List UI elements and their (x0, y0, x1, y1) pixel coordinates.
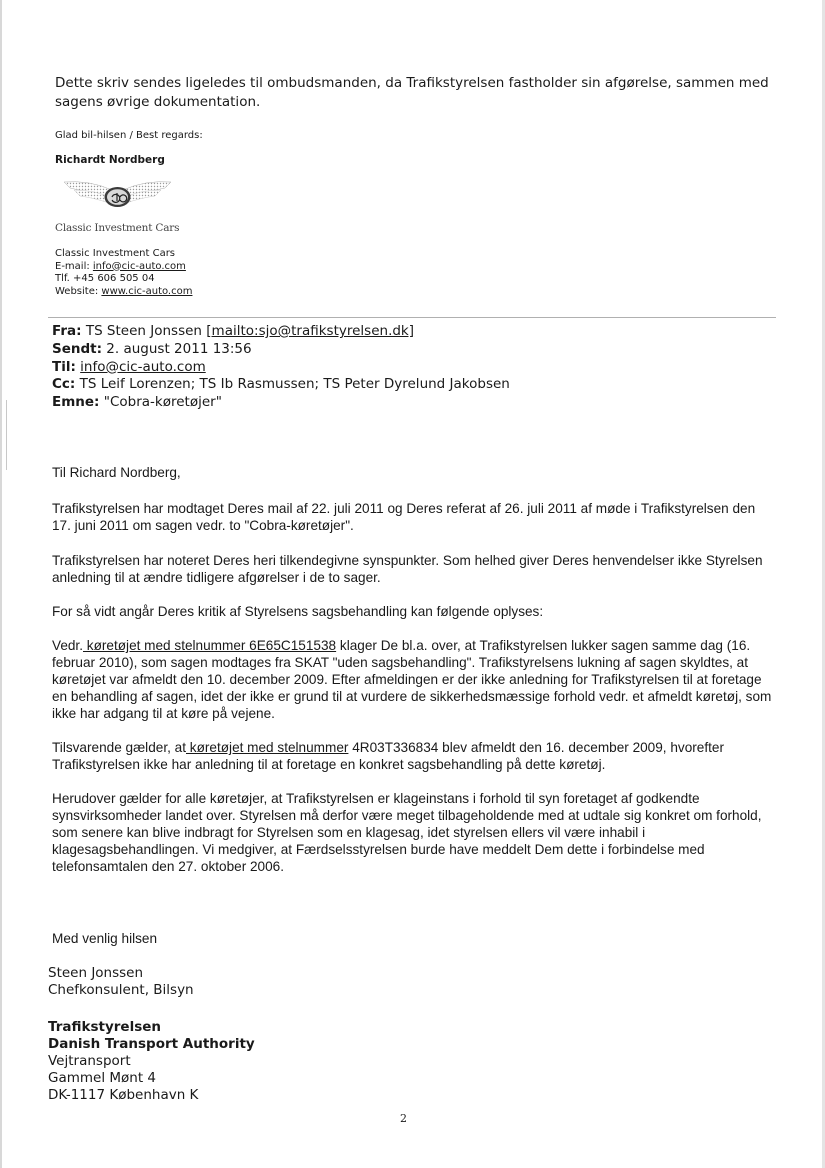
from-mailto-link[interactable]: [mailto:sjo@trafikstyrelsen.dk] (206, 323, 415, 339)
from-value: TS Steen Jonssen (81, 323, 207, 339)
phone-line: Tlf. +45 606 505 04 (55, 273, 155, 285)
scan-edge-left (0, 0, 2, 1168)
paragraph-2: Trafikstyrelsen har noteret Deres heri tilkendegivne synspunkter. Som helhed giver Deres henvendelser ikke Styrelsen anledning til at ændre tidligere afgørelser i de to sager. (52, 553, 763, 585)
paragraph-5 (52, 739, 777, 773)
org-street: Gammel Mønt 4 (48, 1070, 157, 1086)
p4-post: klager De bl.a. over, at Trafikstyrelsen lukker sagen samme dag (16. februar 2010), som sagen modtages fra SKAT "uden sagsbehandling". Trafikstyrelsens lukning af sagen skyldtes, at køretøjet var afmeldt den 10. december 2009. Efter afmeldingen er der ikke anledning for Trafikstyrelsen til at foretage en behandling af sagen, idet der ikke er grund til at vurdere de sikkerhedsmæssige forhold vedr. et afmeldt køretøj, som ikke har adgang til at køre på vejene. (52, 638, 772, 721)
p5-post: 4R03T336834 blev afmeldt den 16. december 2009, hvorefter Trafikstyrelsen ikke har anledning til at foretage en konkret sagsbehandling på dette køretøj. (52, 740, 725, 772)
p5-pre: Tilsvarende gælder, at (52, 740, 186, 755)
website-line (55, 286, 192, 299)
email-header (52, 323, 510, 412)
website-link[interactable]: www.cic-auto.com (101, 286, 193, 298)
company-name: Classic Investment Cars (55, 248, 176, 259)
cc-line (52, 376, 510, 394)
subject-value: "Cobra-køretøjer" (99, 394, 222, 411)
page-number: 2 (400, 1112, 407, 1125)
logo-wordmark: Classic Investment Cars (55, 222, 180, 234)
sent-label: Sendt: (52, 340, 103, 357)
paragraph-4 (52, 637, 777, 722)
paragraph-1: Trafikstyrelsen har modtaget Deres mail af 22. juli 2011 og Deres referat af 26. juli 2011 af møde i Trafikstyrelsen den 17. juni 2011 om sagen vedr. to "Cobra-køretøjer". (52, 501, 756, 533)
email-link[interactable]: info@cic-auto.com (92, 260, 186, 272)
contact-block (55, 248, 192, 299)
cic-logo-icon (60, 176, 175, 216)
email-label: E-mail: (55, 260, 93, 272)
org-name-en: Danish Transport Authority (48, 1036, 255, 1052)
cc-label: Cc: (52, 376, 76, 393)
scan-mark (6, 400, 7, 470)
to-line (52, 359, 510, 377)
signer-block (48, 965, 194, 999)
p4-pre: Vedr. (52, 638, 83, 653)
from-line (52, 323, 510, 341)
subject-line (52, 394, 510, 412)
closing: Med venlig hilsen (52, 931, 158, 946)
organization-block (48, 1019, 255, 1104)
to-label: Til: (52, 358, 76, 375)
cc-value: TS Leif Lorenzen; TS Ib Rasmussen; TS Peter Dyrelund Jakobsen (75, 376, 510, 393)
intro-paragraph: Dette skriv sendes ligeledes til ombudsmanden, da Trafikstyrelsen fastholder sin afgørelse, sammen med sagens øvrige dokumentation. (55, 75, 769, 110)
from-label: Fra: (52, 323, 82, 339)
signature-name: Richardt Nordberg (55, 154, 165, 166)
email-line (55, 261, 192, 274)
to-link[interactable]: info@cic-auto.com (80, 358, 206, 375)
org-city: DK-1117 København K (48, 1087, 199, 1103)
paragraph-6: Herudover gælder for alle køretøjer, at Trafikstyrelsen er klageinstans i forhold til syn foretaget af godkendte synsvirksomheder landet over. Styrelsen må derfor være meget tilbageholdende med at udtale sig konkret om forhold, som senere kan blive indbragt for Styrelsen som en klagesag, idet styrelsen ellers vil være inhabil i klagesagsbehandlingen. Vi medgiver, at Færdselsstyrelsen burde have meddelt Dem dette i forbindelse med telefonsamtalen den 27. oktober 2006. (52, 791, 762, 874)
p4-vehicle-link[interactable]: køretøjet med stelnummer 6E65C151538 (83, 638, 337, 653)
salutation: Til Richard Nordberg, (52, 465, 181, 480)
sent-line (52, 341, 510, 359)
paragraph-3: For så vidt angår Deres kritik af Styrelsens sagsbehandling kan følgende oplyses: (52, 604, 544, 619)
org-dept: Vejtransport (48, 1053, 131, 1069)
subject-label: Emne: (52, 394, 100, 411)
signature-greeting: Glad bil-hilsen / Best regards: (55, 130, 203, 141)
header-separator (48, 317, 776, 318)
website-label: Website: (55, 286, 102, 298)
sent-value: 2. august 2011 13:56 (102, 340, 252, 357)
signer-title: Chefkonsulent, Bilsyn (48, 982, 194, 998)
signer-name: Steen Jonssen (48, 965, 144, 981)
org-name-da: Trafikstyrelsen (48, 1019, 162, 1035)
p5-vehicle-link[interactable]: køretøjet med stelnummer (186, 740, 349, 755)
